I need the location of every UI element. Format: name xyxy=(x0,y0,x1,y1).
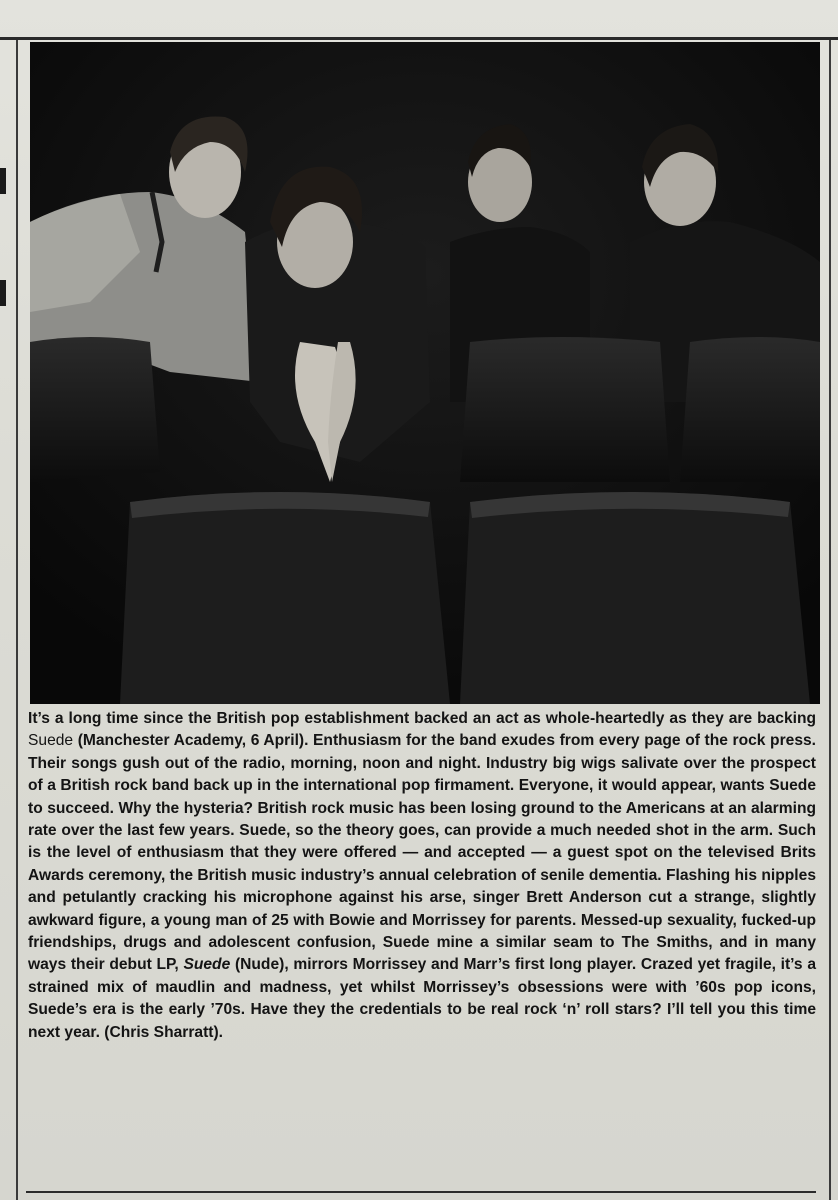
edge-mark xyxy=(0,280,6,306)
article-body xyxy=(28,708,816,1044)
edge-mark xyxy=(0,168,6,194)
top-rule xyxy=(0,37,838,40)
right-column-rule xyxy=(829,40,831,1200)
band-name: Suede xyxy=(28,732,74,750)
album-title: Suede xyxy=(183,956,231,974)
article-text-part-3: (Nude), mirrors Morrissey and Marr’s first long player. Crazed yet fragile, it’s a strained mix of maudlin and madness, yet whilst Morrissey’s obsessions were with ’60s pop icons, Suede’s era is the early ’70s. Have they the credentials to be real rock ‘n’ roll stars? I’ll tell you this time next year. (Chris Sharratt). xyxy=(28,956,816,1041)
article-text-part-1: It’s a long time since the British pop establishment backed an act as whole-heartedly as they are backing xyxy=(28,710,816,727)
band-photo xyxy=(30,42,820,704)
bottom-rule xyxy=(26,1191,816,1193)
band-photo-illustration xyxy=(30,42,820,704)
article-text-part-2: (Manchester Academy, 6 April). Enthusiasm for the band exudes from every page of the rock press. Their songs gush out of the radio, morning, noon and night. Industry big wigs salivate over the prospect of a British rock band back up in the international pop firmament. Everyone, it would appear, wants Suede to succeed. Why the hysteria? British rock music has been losing ground to the Americans at an alarming rate over the last few years. Suede, so the theory goes, can provide a much needed shot in the arm. Such is the level of enthusiasm that they were offered — and accepted — a guest spot on the televised Brits Awards ceremony, the British music industry’s annual celebration of senile dementia. Flashing his nipples and petulantly cracking his microphone against his arse, singer Brett Anderson cut a strange, slightly awkward figure, a young man of 25 with Bowie and Morrissey for parents. Messed-up sexuality, fucked-up friendships, drugs and adolescent confusion, Suede mine a similar seam to The Smiths, and in many ways their debut LP, xyxy=(28,732,816,974)
left-column-rule xyxy=(16,40,18,1200)
